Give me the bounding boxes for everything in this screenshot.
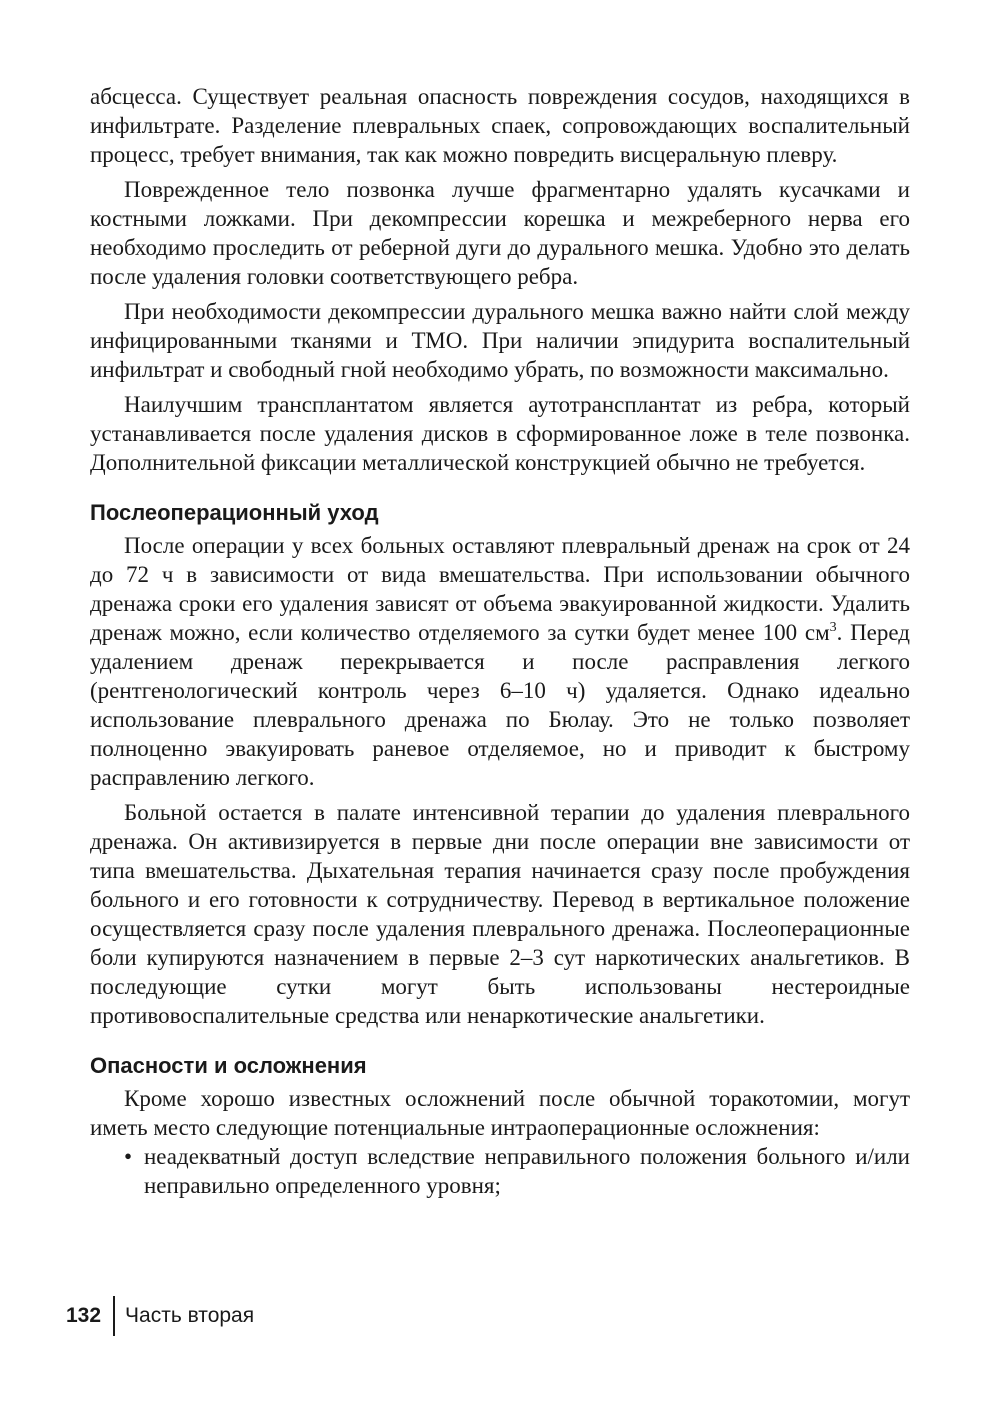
paragraph-complications-intro: Кроме хорошо известных осложнений после обычной торакотомии, могут иметь место следующие потенциальные интраоперационные осложнения: (90, 1086, 910, 1140)
paragraph-continued: абсцесса. Существует реальная опасность повреждения сосудов, находящихся в инфильтрате. Разделение плевральных спаек, сопровождающих воспалительный процесс, требует внимания, так как можно повредить висцеральную плевру. (90, 84, 910, 167)
paragraph-vertebra: Поврежденное тело позвонка лучше фрагментарно удалять кусачками и костными ложками. При декомпрессии корешка и межреберного нерва его необходимо проследить от реберной дуги до дурального мешка. Удобно это делать после удаления головки соответствующего ребра. (90, 177, 910, 289)
superscript-cube: 3 (829, 620, 837, 635)
footer-divider (113, 1296, 115, 1336)
heading-dangers-complications: Опасности и осложнения (90, 1053, 367, 1078)
running-section-title: Часть вторая (125, 1304, 255, 1327)
paragraph-graft: Наилучшим трансплантатом является аутотрансплантат из ребра, который устанавливается после удаления дисков в сформированное ложе в теле позвонка. Дополнительной фиксации металлической конструкцией обычно не требуется. (90, 392, 910, 475)
page-number: 132 (66, 1304, 102, 1327)
bullet-icon: • (124, 1144, 133, 1169)
page-footer (66, 1296, 254, 1336)
complications-list (90, 1142, 910, 1200)
heading-postoperative-care: Послеоперационный уход (90, 500, 379, 525)
paragraph-intensive-care: Больной остается в палате интенсивной терапии до удаления плеврального дренажа. Он активизируется в первые дни после операции вне зависимости от типа вмешательства. Дыхательная терапия начинается сразу после пробуждения больного и его готовности к сотрудничеству. Перевод в вертикальное положение осуществляется сразу после удаления плеврального дренажа. Послеоперационные боли купируются назначением в первые 2–3 сут наркотических анальгетиков. В последующие сутки могут быть использованы нестероидные противовоспалительные средства или ненаркотические анальгетики. (90, 800, 910, 1028)
drainage-text-b: . Перед удалением дренаж перекрывается и после расправления легкого (рентгенологический контроль через 6–10 ч) удаляется. Однако идеально использование плеврального дренажа по Бюлау. Это не только позволяет полноценно эвакуировать раневое отделяемое, но и приводит к быстрому расправлению легкого. (90, 620, 910, 790)
paragraph-drainage (90, 531, 910, 792)
drainage-text-a: После операции у всех больных оставляют плевральный дренаж на срок от 24 до 72 ч в зависимости от вида вмешательства. При использовании обычного дренажа сроки его удаления зависят от объема эвакуированной жидкости. Удалить дренаж можно, если количество отделяемого за сутки будет менее 100 см (90, 533, 910, 645)
list-item (90, 1142, 910, 1200)
paragraph-decompression: При необходимости декомпрессии дурального мешка важно найти слой между инфицированными тканями и ТМО. При наличии эпидурита воспалительный инфильтрат и свободный гной необходимо убрать, по возможности максимально. (90, 299, 910, 382)
page-body (90, 82, 910, 1200)
list-item-text: неадекватный доступ вследствие неправильного положения больного и/или неправильно определенного уровня; (144, 1144, 910, 1198)
